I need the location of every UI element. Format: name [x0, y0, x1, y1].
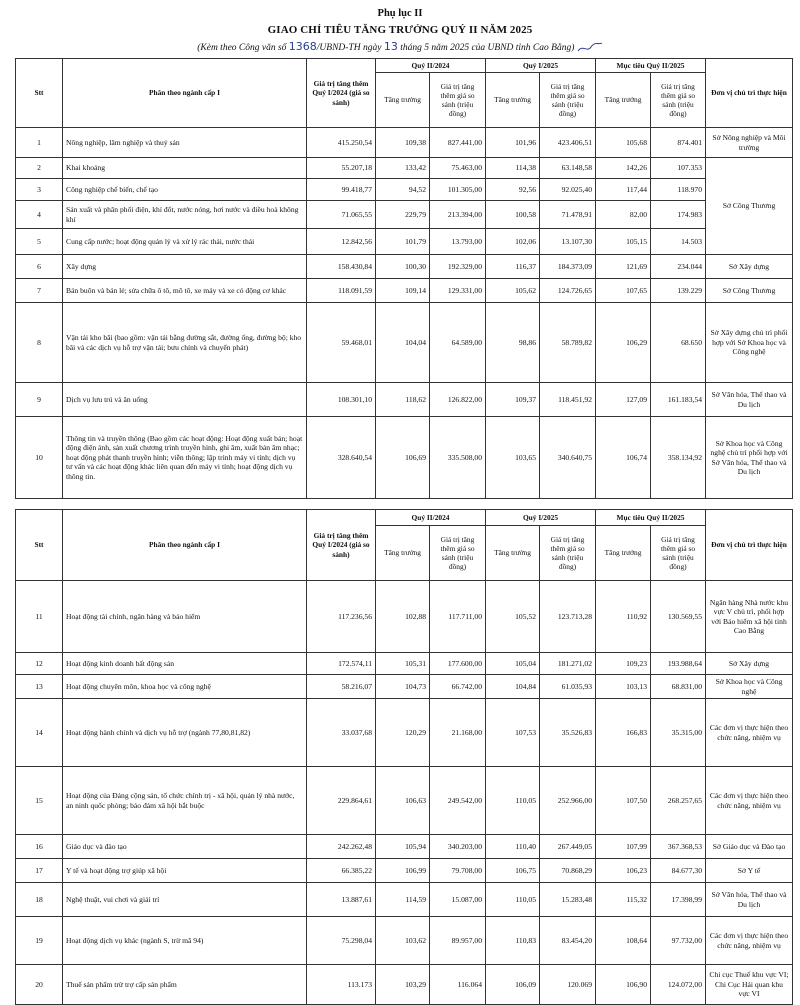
cell-growth-q2-2024: 109,14 — [376, 279, 430, 303]
cell-growth-q2-2024: 229,79 — [376, 201, 430, 229]
cell-sector: Công nghiệp chế biến, chế tạo — [63, 179, 307, 201]
cell-value-target: 68.650 — [651, 303, 706, 383]
cell-value-q2-2024: 129.331,00 — [430, 279, 486, 303]
cell-growth-q1-2025: 105,62 — [486, 279, 540, 303]
cell-value-target: 358.134,92 — [651, 417, 706, 499]
subtitle-prefix: (Kèm theo Công văn số — [197, 43, 287, 53]
cell-sector: Bán buôn và bán lẻ; sửa chữa ô tô, mô tô, xe máy và xe có động cơ khác — [63, 279, 307, 303]
cell-growth-target: 115,32 — [596, 883, 651, 917]
table-row — [16, 675, 793, 699]
cell-stt: 14 — [16, 699, 63, 767]
header-sector: Phân theo ngành cấp I — [63, 510, 307, 581]
header-added-value: Giá trị tăng thêm giá so sánh (triệu đồng) — [430, 526, 486, 581]
subtitle-suffix: tháng 5 năm 2025 của UBND tỉnh Cao Bằng) — [400, 43, 575, 53]
cell-unit: Sở Khoa học và Công nghệ chủ trì phối hợp với Sở Văn hóa, Thể thao và Du lịch — [706, 417, 793, 499]
cell-sector: Vận tải kho bãi (bao gồm: vận tải bằng đường sắt, đường ống, đường bộ; kho bãi và các dịch vụ hỗ trợ vận tải; bưu chính và chuyển phát) — [63, 303, 307, 383]
cell-growth-target: 105,68 — [596, 128, 651, 158]
cell-growth-q2-2024: 118,62 — [376, 383, 430, 417]
cell-unit: Sở Văn hóa, Thể thao và Du lịch — [706, 883, 793, 917]
cell-value-q2-2024: 117.711,00 — [430, 581, 486, 653]
cell-growth-q2-2024: 94,52 — [376, 179, 430, 201]
header-stt: Stt — [16, 510, 63, 581]
cell-growth-q2-2024: 109,38 — [376, 128, 430, 158]
header-added-value: Giá trị tăng thêm giá so sánh (triệu đồng) — [651, 526, 706, 581]
cell-value-q1-2025: 70.868,29 — [540, 859, 596, 883]
header-added-value: Giá trị tăng thêm giá so sánh (triệu đồng) — [430, 73, 486, 128]
document-title: GIAO CHỈ TIÊU TĂNG TRƯỞNG QUÝ II NĂM 2025 — [267, 24, 533, 36]
cell-base-value: 33.037,68 — [307, 699, 376, 767]
cell-sector: Sản xuất và phân phối điện, khí đốt, nước nóng, hơi nước và điều hoà không khí — [63, 201, 307, 229]
cell-sector: Thuế sản phẩm trừ trợ cấp sản phẩm — [63, 965, 307, 1005]
cell-stt: 6 — [16, 255, 63, 279]
cell-base-value: 242.262,48 — [307, 835, 376, 859]
cell-value-target: 174.983 — [651, 201, 706, 229]
cell-stt: 4 — [16, 201, 63, 229]
cell-value-q1-2025: 61.035,93 — [540, 675, 596, 699]
cell-value-q2-2024: 66.742,00 — [430, 675, 486, 699]
header-unit: Đơn vị chủ trì thực hiện — [706, 510, 793, 581]
header-target-q2-2025: Mục tiêu Quý II/2025 — [596, 510, 706, 526]
cell-base-value: 415.250,54 — [307, 128, 376, 158]
cell-value-q1-2025: 181.271,02 — [540, 653, 596, 675]
cell-value-target: 124.072,00 — [651, 965, 706, 1005]
cell-growth-q2-2024: 106,63 — [376, 767, 430, 835]
cell-base-value: 158.430,84 — [307, 255, 376, 279]
header-q1-2025: Quý I/2025 — [486, 59, 596, 73]
cell-unit: Chi cục Thuế khu vực VI; Chi Cục Hải quan khu vực VI — [706, 965, 793, 1005]
cell-value-q1-2025: 267.449,05 — [540, 835, 596, 859]
cell-sector: Thông tin và truyền thông (Bao gồm các hoạt động: Hoạt động xuất bản; hoạt động điện ảnh, sản xuất chương trình truyền hình, ghi âm, xuất bản âm nhạc; hoạt động phát thanh truyền hình; viễn thông; lập trình máy vi tính; dịch vụ tư vấn và các hoạt động khác liên quan đến máy vi tính; hoạt động dịch vụ thông tin. — [63, 417, 307, 499]
header-q1-2025: Quý I/2025 — [486, 510, 596, 526]
cell-growth-q1-2025: 102,06 — [486, 229, 540, 255]
table-row — [16, 179, 793, 201]
cell-value-target: 367.368,53 — [651, 835, 706, 859]
cell-base-value: 59.468,01 — [307, 303, 376, 383]
cell-value-q2-2024: 126.822,00 — [430, 383, 486, 417]
signature-scribble-icon — [577, 42, 603, 54]
cell-sector: Hoạt động chuyên môn, khoa học và công nghệ — [63, 675, 307, 699]
table-row — [16, 883, 793, 917]
cell-value-q1-2025: 340.640,75 — [540, 417, 596, 499]
cell-unit-merged: Sở Công Thương — [706, 158, 793, 255]
cell-base-value: 12.842,56 — [307, 229, 376, 255]
cell-unit: Sở Xây dựng — [706, 255, 793, 279]
cell-sector: Giáo dục và đào tạo — [63, 835, 307, 859]
cell-value-q1-2025: 13.107,30 — [540, 229, 596, 255]
cell-growth-target: 127,09 — [596, 383, 651, 417]
cell-value-q2-2024: 192.329,00 — [430, 255, 486, 279]
table-row — [16, 581, 793, 653]
cell-value-q2-2024: 15.087,00 — [430, 883, 486, 917]
header-unit: Đơn vị chủ trì thực hiện — [706, 59, 793, 128]
cell-growth-target: 103,13 — [596, 675, 651, 699]
cell-stt: 20 — [16, 965, 63, 1005]
cell-value-target: 234.044 — [651, 255, 706, 279]
header-stt: Stt — [16, 59, 63, 128]
cell-base-value: 99.418,77 — [307, 179, 376, 201]
cell-value-q2-2024: 75.463,00 — [430, 158, 486, 179]
cell-stt: 17 — [16, 859, 63, 883]
cell-growth-q1-2025: 114,38 — [486, 158, 540, 179]
cell-value-q1-2025: 83.454,20 — [540, 917, 596, 965]
table-row — [16, 229, 793, 255]
cell-growth-target: 121,69 — [596, 255, 651, 279]
cell-value-target: 118.970 — [651, 179, 706, 201]
cell-value-target: 139.229 — [651, 279, 706, 303]
document-subtitle — [0, 40, 800, 54]
cell-value-q2-2024: 340.203,00 — [430, 835, 486, 859]
cell-value-target: 14.503 — [651, 229, 706, 255]
table-row — [16, 699, 793, 767]
cell-value-target: 35.315,00 — [651, 699, 706, 767]
cell-base-value: 117.236,56 — [307, 581, 376, 653]
cell-growth-q1-2025: 101,96 — [486, 128, 540, 158]
cell-value-q1-2025: 92.025,40 — [540, 179, 596, 201]
cell-growth-target: 106,29 — [596, 303, 651, 383]
cell-base-value: 75.298,04 — [307, 917, 376, 965]
cell-sector: Khai khoáng — [63, 158, 307, 179]
cell-stt: 19 — [16, 917, 63, 965]
cell-value-q1-2025: 252.966,00 — [540, 767, 596, 835]
cell-sector: Nghệ thuật, vui chơi và giải trí — [63, 883, 307, 917]
cell-unit: Sở Y tế — [706, 859, 793, 883]
cell-sector: Hoạt động kinh doanh bất động sản — [63, 653, 307, 675]
header-sector: Phân theo ngành cấp I — [63, 59, 307, 128]
cell-sector: Y tế và hoạt động trợ giúp xã hội — [63, 859, 307, 883]
cell-value-q2-2024: 116.064 — [430, 965, 486, 1005]
table-row — [16, 767, 793, 835]
table-row — [16, 965, 793, 1005]
cell-growth-q2-2024: 133,42 — [376, 158, 430, 179]
cell-base-value: 55.207,18 — [307, 158, 376, 179]
cell-growth-target: 106,90 — [596, 965, 651, 1005]
cell-base-value: 71.065,55 — [307, 201, 376, 229]
cell-value-q1-2025: 423.406,51 — [540, 128, 596, 158]
cell-value-q2-2024: 101.305,00 — [430, 179, 486, 201]
cell-growth-target: 166,83 — [596, 699, 651, 767]
cell-growth-target: 107,65 — [596, 279, 651, 303]
cell-growth-q2-2024: 103,62 — [376, 917, 430, 965]
cell-stt: 12 — [16, 653, 63, 675]
cell-growth-q2-2024: 114,59 — [376, 883, 430, 917]
cell-growth-q1-2025: 105,04 — [486, 653, 540, 675]
cell-value-q2-2024: 335.508,00 — [430, 417, 486, 499]
cell-unit: Sở Giáo dục và Đào tạo — [706, 835, 793, 859]
cell-stt: 2 — [16, 158, 63, 179]
cell-base-value: 113.173 — [307, 965, 376, 1005]
cell-sector: Hoạt động của Đảng cộng sản, tổ chức chính trị - xã hội, quản lý nhà nước, an ninh quốc phòng; bảo đảm xã hội bắt buộc — [63, 767, 307, 835]
cell-unit: Ngân hàng Nhà nước khu vực V chủ trì, phối hợp với Bảo hiểm xã hội tỉnh Cao Bằng — [706, 581, 793, 653]
cell-growth-target: 117,44 — [596, 179, 651, 201]
cell-growth-target: 142,26 — [596, 158, 651, 179]
cell-sector: Nông nghiệp, lâm nghiệp và thuỷ sản — [63, 128, 307, 158]
cell-growth-target: 110,92 — [596, 581, 651, 653]
cell-value-target: 97.732,00 — [651, 917, 706, 965]
cell-value-q1-2025: 123.713,28 — [540, 581, 596, 653]
table-row — [16, 383, 793, 417]
header-growth: Tăng trưởng — [596, 526, 651, 581]
header-target-q2-2025: Mục tiêu Quý II/2025 — [596, 59, 706, 73]
cell-stt: 8 — [16, 303, 63, 383]
cell-stt: 1 — [16, 128, 63, 158]
subtitle-mid: /UBND-TH ngày — [316, 43, 382, 53]
cell-growth-q2-2024: 105,31 — [376, 653, 430, 675]
table-row — [16, 835, 793, 859]
cell-value-q2-2024: 64.589,00 — [430, 303, 486, 383]
table-row — [16, 279, 793, 303]
header-base-value: Giá trị tăng thêm Quý I/2024 (giá so sánh) — [307, 59, 376, 128]
cell-growth-q1-2025: 98,86 — [486, 303, 540, 383]
cell-value-target: 68.831,00 — [651, 675, 706, 699]
cell-base-value: 58.216,07 — [307, 675, 376, 699]
header-growth: Tăng trưởng — [486, 526, 540, 581]
cell-growth-q2-2024: 101,79 — [376, 229, 430, 255]
cell-value-q2-2024: 213.394,00 — [430, 201, 486, 229]
cell-stt: 3 — [16, 179, 63, 201]
header-q2-2024: Quý II/2024 — [376, 510, 486, 526]
appendix-label: Phụ lục II — [377, 8, 423, 19]
cell-value-q1-2025: 124.726,65 — [540, 279, 596, 303]
cell-growth-q2-2024: 103,29 — [376, 965, 430, 1005]
table-row — [16, 255, 793, 279]
cell-unit: Sở Công Thương — [706, 279, 793, 303]
cell-growth-q2-2024: 104,73 — [376, 675, 430, 699]
cell-stt: 18 — [16, 883, 63, 917]
cell-growth-q2-2024: 120,29 — [376, 699, 430, 767]
cell-growth-q1-2025: 106,09 — [486, 965, 540, 1005]
cell-value-target: 193.988,64 — [651, 653, 706, 675]
header-growth: Tăng trưởng — [486, 73, 540, 128]
cell-value-q2-2024: 249.542,00 — [430, 767, 486, 835]
cell-growth-q1-2025: 104,84 — [486, 675, 540, 699]
table-row — [16, 303, 793, 383]
cell-growth-q1-2025: 103,65 — [486, 417, 540, 499]
cell-growth-q2-2024: 104,04 — [376, 303, 430, 383]
cell-value-q1-2025: 120.069 — [540, 965, 596, 1005]
cell-growth-q1-2025: 105,52 — [486, 581, 540, 653]
cell-growth-target: 82,00 — [596, 201, 651, 229]
header-growth: Tăng trưởng — [376, 526, 430, 581]
growth-table-part-2 — [15, 509, 793, 1005]
cell-growth-target: 105,15 — [596, 229, 651, 255]
cell-stt: 7 — [16, 279, 63, 303]
cell-growth-q2-2024: 105,94 — [376, 835, 430, 859]
cell-value-q1-2025: 118.451,92 — [540, 383, 596, 417]
handwritten-doc-day: 13 — [383, 40, 398, 53]
cell-base-value: 172.574,11 — [307, 653, 376, 675]
header-added-value: Giá trị tăng thêm giá so sánh (triệu đồng) — [540, 73, 596, 128]
cell-unit: Các đơn vị thực hiện theo chức năng, nhiệm vụ — [706, 699, 793, 767]
cell-growth-q1-2025: 106,75 — [486, 859, 540, 883]
table-row — [16, 859, 793, 883]
cell-stt: 16 — [16, 835, 63, 859]
cell-value-q1-2025: 71.478,91 — [540, 201, 596, 229]
cell-unit: Các đơn vị thực hiện theo chức năng, nhiệm vụ — [706, 767, 793, 835]
cell-growth-q1-2025: 110,05 — [486, 767, 540, 835]
cell-value-q1-2025: 184.373,09 — [540, 255, 596, 279]
cell-stt: 11 — [16, 581, 63, 653]
cell-growth-q1-2025: 110,40 — [486, 835, 540, 859]
cell-base-value: 118.091,59 — [307, 279, 376, 303]
cell-growth-target: 107,50 — [596, 767, 651, 835]
cell-stt: 5 — [16, 229, 63, 255]
table-row — [16, 158, 793, 179]
cell-base-value: 13.887,61 — [307, 883, 376, 917]
cell-unit: Sở Khoa học và Công nghệ — [706, 675, 793, 699]
cell-growth-q1-2025: 92,56 — [486, 179, 540, 201]
cell-growth-q1-2025: 107,53 — [486, 699, 540, 767]
cell-value-target: 874.401 — [651, 128, 706, 158]
cell-growth-q1-2025: 109,37 — [486, 383, 540, 417]
cell-value-q2-2024: 13.793,00 — [430, 229, 486, 255]
handwritten-doc-number: 1368 — [288, 40, 317, 53]
table-row — [16, 917, 793, 965]
cell-base-value: 229.864,61 — [307, 767, 376, 835]
table-row — [16, 201, 793, 229]
cell-unit: Sở Văn hóa, Thể thao và Du lịch — [706, 383, 793, 417]
cell-value-q1-2025: 15.283,48 — [540, 883, 596, 917]
cell-unit: Sở Nông nghiệp và Môi trường — [706, 128, 793, 158]
cell-sector: Dịch vụ lưu trú và ăn uống — [63, 383, 307, 417]
cell-growth-target: 109,23 — [596, 653, 651, 675]
cell-base-value: 328.640,54 — [307, 417, 376, 499]
header-base-value: Giá trị tăng thêm Quý I/2024 (giá so sánh) — [307, 510, 376, 581]
cell-base-value: 66.385,22 — [307, 859, 376, 883]
cell-sector: Xây dựng — [63, 255, 307, 279]
cell-value-target: 17.398,99 — [651, 883, 706, 917]
header-growth: Tăng trưởng — [376, 73, 430, 128]
cell-value-target: 161.183,54 — [651, 383, 706, 417]
cell-base-value: 108.301,10 — [307, 383, 376, 417]
cell-growth-q1-2025: 110,83 — [486, 917, 540, 965]
header-growth: Tăng trưởng — [596, 73, 651, 128]
table-row — [16, 128, 793, 158]
header-added-value: Giá trị tăng thêm giá so sánh (triệu đồng) — [651, 73, 706, 128]
cell-stt: 10 — [16, 417, 63, 499]
cell-growth-target: 108,64 — [596, 917, 651, 965]
cell-growth-q1-2025: 100,58 — [486, 201, 540, 229]
cell-growth-q2-2024: 106,99 — [376, 859, 430, 883]
header-added-value: Giá trị tăng thêm giá so sánh (triệu đồng) — [540, 526, 596, 581]
cell-value-target: 130.569,55 — [651, 581, 706, 653]
cell-value-q1-2025: 58.789,82 — [540, 303, 596, 383]
cell-stt: 9 — [16, 383, 63, 417]
cell-value-target: 268.257,65 — [651, 767, 706, 835]
cell-value-target: 107.353 — [651, 158, 706, 179]
header-q2-2024: Quý II/2024 — [376, 59, 486, 73]
table-row — [16, 653, 793, 675]
cell-unit: Sở Xây dựng chủ trì phối hợp với Sở Khoa học và Công nghệ — [706, 303, 793, 383]
cell-value-q2-2024: 827.441,00 — [430, 128, 486, 158]
cell-unit: Sở Xây dựng — [706, 653, 793, 675]
cell-growth-q1-2025: 110,05 — [486, 883, 540, 917]
cell-sector: Hoạt động tài chính, ngân hàng và bảo hiểm — [63, 581, 307, 653]
cell-growth-q2-2024: 102,88 — [376, 581, 430, 653]
cell-stt: 15 — [16, 767, 63, 835]
cell-sector: Hoạt động hành chính và dịch vụ hỗ trợ (ngành 77,80,81,82) — [63, 699, 307, 767]
cell-value-q2-2024: 177.600,00 — [430, 653, 486, 675]
cell-growth-q2-2024: 106,69 — [376, 417, 430, 499]
cell-value-q2-2024: 21.168,00 — [430, 699, 486, 767]
cell-growth-q2-2024: 100,30 — [376, 255, 430, 279]
cell-growth-q1-2025: 116,37 — [486, 255, 540, 279]
cell-growth-target: 106,23 — [596, 859, 651, 883]
cell-stt: 13 — [16, 675, 63, 699]
cell-value-q2-2024: 79.708,00 — [430, 859, 486, 883]
cell-value-q2-2024: 89.957,00 — [430, 917, 486, 965]
cell-value-q1-2025: 63.148,58 — [540, 158, 596, 179]
cell-growth-target: 106,74 — [596, 417, 651, 499]
growth-table-part-1 — [15, 58, 793, 499]
cell-value-target: 84.677,30 — [651, 859, 706, 883]
cell-unit: Các đơn vị thực hiện theo chức năng, nhiệm vụ — [706, 917, 793, 965]
cell-sector: Cung cấp nước; hoạt động quản lý và xử lý rác thải, nước thải — [63, 229, 307, 255]
cell-sector: Hoạt động dịch vụ khác (ngành S, trừ mã 94) — [63, 917, 307, 965]
table-row — [16, 417, 793, 499]
cell-value-q1-2025: 35.526,83 — [540, 699, 596, 767]
cell-growth-target: 107,99 — [596, 835, 651, 859]
